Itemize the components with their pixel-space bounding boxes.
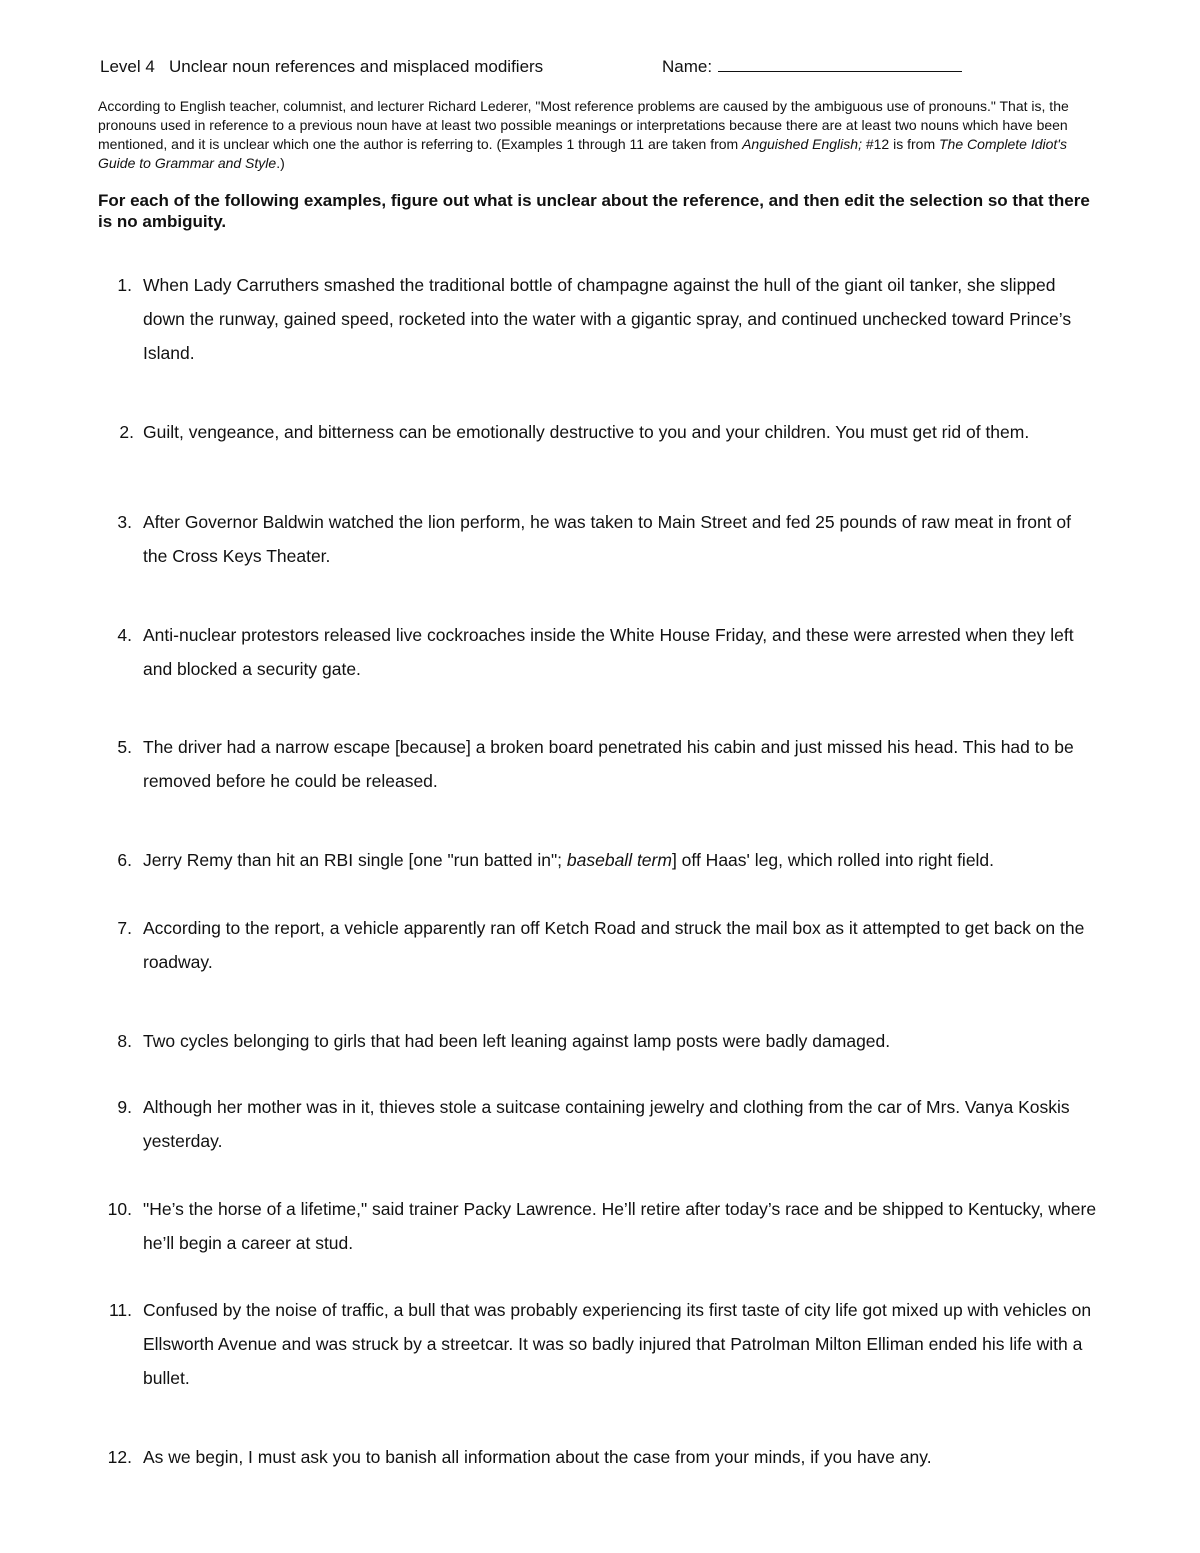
question-1 (100, 268, 1100, 370)
question-number: 8. (117, 1031, 132, 1051)
question-8 (100, 1024, 1100, 1058)
question-number: 5. (117, 737, 132, 757)
question-3 (100, 505, 1100, 573)
intro-text-2: #12 is from (861, 136, 939, 152)
question-9 (100, 1090, 1100, 1158)
intro-text-3: .) (276, 155, 285, 171)
question-text: The driver had a narrow escape [because] a broken board penetrated his cabin and just missed his head. This had to be removed before he could be released. (143, 737, 1074, 791)
question-number: 2. (119, 422, 134, 442)
question-5 (100, 730, 1100, 798)
question-text-part: Jerry Remy than hit an RBI single [one "run batted in"; (143, 850, 567, 870)
question-2 (98, 421, 1098, 443)
question-10 (100, 1192, 1100, 1260)
question-text: Anti-nuclear protestors released live cockroaches inside the White House Friday, and these were arrested when they left and blocked a security gate. (143, 625, 1074, 679)
question-4 (100, 618, 1100, 686)
question-text: When Lady Carruthers smashed the traditional bottle of champagne against the hull of the giant oil tanker, she slipped down the runway, gained speed, rocketed into the water with a gigantic spray, and continued unchecked toward Prince’s Island. (143, 275, 1072, 363)
question-text-part: ] off Haas' leg, which rolled into right field. (671, 850, 995, 870)
name-field[interactable] (662, 57, 962, 77)
worksheet-title: Level 4 Unclear noun references and misplaced modifiers (100, 57, 544, 76)
question-number: 9. (117, 1097, 132, 1117)
intro-text-1: According to English teacher, columnist, and lecturer Richard Lederer, "Most reference problems are caused by the ambiguous use of pronouns." That is, the pronouns used in reference to a previous noun have at least two possible meanings or interpretations because there are at least two nouns which have been mentioned, and it is unclear which one the author is referring to. (Examples 1 through 11 are taken from (98, 98, 1069, 152)
question-text: Two cycles belonging to girls that had been left leaning against lamp posts were badly damaged. (143, 1031, 891, 1051)
question-number: 11. (108, 1300, 132, 1320)
intro-paragraph (98, 97, 1100, 173)
question-text: Confused by the noise of traffic, a bull that was probably experiencing its first taste of city life got mixed up with vehicles on Ellsworth Avenue and was struck by a streetcar. It was so badly injured that Patrolman Milton Elliman ended his life with a bullet. (143, 1300, 1092, 1388)
question-number: 6. (117, 850, 132, 870)
question-text: Guilt, vengeance, and bitterness can be emotionally destructive to you and your children. You must get rid of them. (143, 422, 1030, 442)
question-text-italic: baseball term (566, 850, 672, 870)
question-12 (100, 1440, 1100, 1474)
name-blank-line[interactable] (718, 57, 962, 72)
question-text (143, 843, 1100, 877)
question-text: As we begin, I must ask you to banish all information about the case from your minds, if you have any. (143, 1447, 932, 1467)
question-number: 1. (117, 275, 132, 295)
question-number: 7. (117, 918, 132, 938)
name-label: Name: (662, 57, 713, 76)
question-text: "He’s the horse of a lifetime," said trainer Packy Lawrence. He’ll retire after today’s race and be shipped to Kentucky, where he’ll begin a career at stud. (143, 1199, 1097, 1253)
question-11 (100, 1293, 1100, 1395)
question-text: According to the report, a vehicle apparently ran off Ketch Road and struck the mail box as it attempted to get back on the roadway. (143, 918, 1085, 972)
question-7 (100, 911, 1100, 979)
question-6 (100, 843, 1100, 877)
intro-book-title-1: Anguished English; (742, 136, 862, 152)
question-number: 4. (117, 625, 132, 645)
question-number: 12. (107, 1447, 132, 1467)
question-text: After Governor Baldwin watched the lion perform, he was taken to Main Street and fed 25 pounds of raw meat in front of the Cross Keys Theater. (143, 512, 1072, 566)
question-text: Although her mother was in it, thieves stole a suitcase containing jewelry and clothing from the car of Mrs. Vanya Koskis yesterday. (143, 1097, 1070, 1151)
intro-book-title-2: The Complete Idiot's Guide to Grammar and Style (98, 136, 1067, 171)
instructions: For each of the following examples, figure out what is unclear about the reference, and then edit the selection so that there is no ambiguity. (98, 191, 1090, 231)
question-number: 10. (107, 1199, 132, 1219)
question-number: 3. (117, 512, 132, 532)
